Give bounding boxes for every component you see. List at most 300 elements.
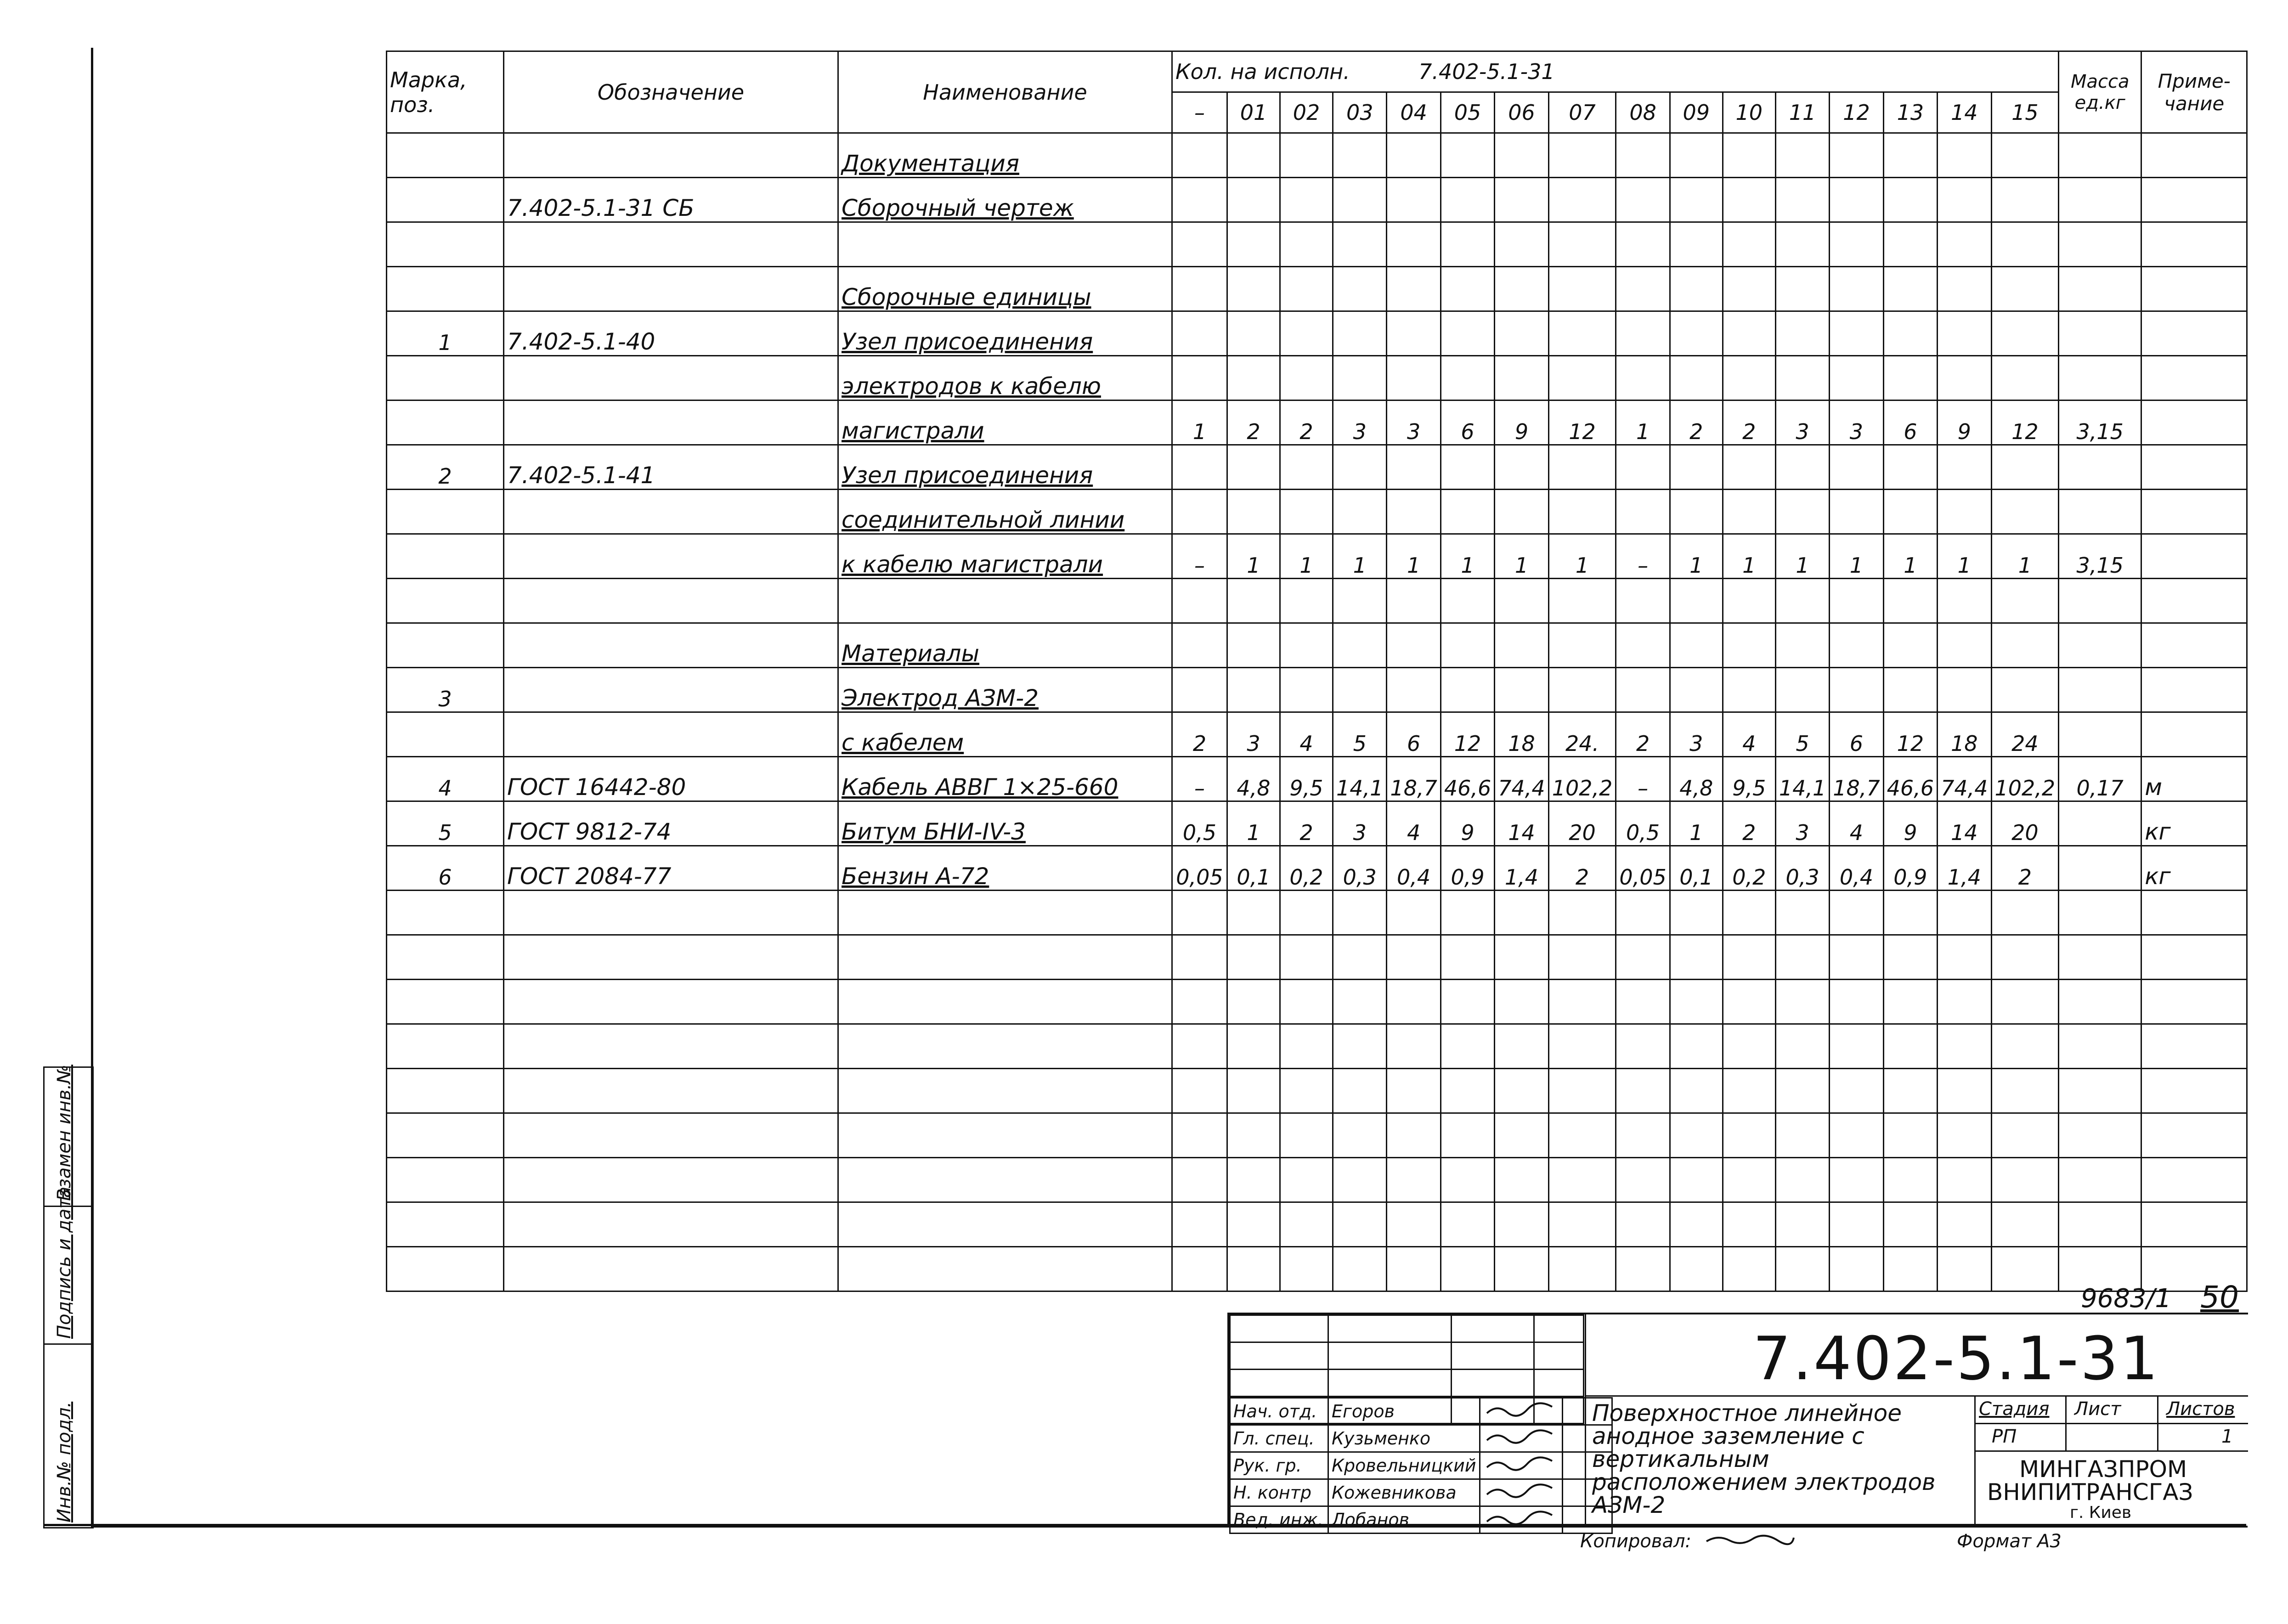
row-mass (2059, 356, 2141, 400)
row-qty (1991, 445, 2059, 490)
table-row (387, 579, 2247, 623)
row-qty: 0,4 (1830, 846, 1883, 891)
row-qty: – (1616, 534, 1670, 579)
row-qty (1441, 623, 1494, 668)
row-qty (1775, 178, 1829, 222)
row-mass (2059, 445, 2141, 490)
row-qty: 1,4 (1938, 846, 1991, 891)
row-code (504, 534, 838, 579)
row-qty: 2 (1227, 400, 1280, 445)
row-pos: 6 (387, 846, 504, 891)
row-qty: 3 (1387, 400, 1441, 445)
variant-header-10: 10 (1723, 92, 1775, 133)
row-qty (1616, 356, 1670, 400)
row-qty (1280, 178, 1333, 222)
row-mass: 3,15 (2059, 534, 2141, 579)
row-qty (1938, 668, 1991, 712)
row-note: кг (2141, 846, 2247, 891)
row-name: к кабелю магистрали (838, 534, 1172, 579)
row-pos (387, 534, 504, 579)
row-qty (1172, 490, 1227, 534)
row-qty (1387, 490, 1441, 534)
row-note (2141, 668, 2247, 712)
person-role: Рук. гр. (1230, 1452, 1328, 1479)
row-qty: 9 (1883, 801, 1937, 846)
row-note (2141, 712, 2247, 757)
row-qty: 102,2 (1991, 757, 2059, 801)
person-name: Кровельницкий (1328, 1452, 1480, 1479)
row-qty (1172, 623, 1227, 668)
row-qty (1616, 178, 1670, 222)
row-qty (1333, 267, 1387, 311)
row-qty (1883, 311, 1937, 356)
sheet-number: 9683/1 (2081, 1284, 2172, 1314)
row-qty: 0,1 (1227, 846, 1280, 891)
row-qty: 24. (1548, 712, 1616, 757)
row-qty (1775, 668, 1829, 712)
variant-header-15: 15 (1991, 92, 2059, 133)
row-qty (1441, 356, 1494, 400)
row-mass (2059, 490, 2141, 534)
header-kol-doc: 7.402-5.1-31 (1418, 59, 1555, 84)
row-qty (1172, 668, 1227, 712)
row-code: ГОСТ 2084-77 (504, 846, 838, 891)
row-qty (1830, 311, 1883, 356)
variant-header-3: 03 (1333, 92, 1387, 133)
row-qty (1830, 178, 1883, 222)
row-qty (1991, 222, 2059, 267)
variant-header-11: 11 (1775, 92, 1829, 133)
row-qty (1227, 311, 1280, 356)
row-qty (1333, 668, 1387, 712)
row-qty (1830, 445, 1883, 490)
row-note (2141, 267, 2247, 311)
row-qty (1938, 579, 1991, 623)
empty-row (387, 1069, 2247, 1113)
left-stamp (43, 1066, 94, 1528)
row-qty (1991, 490, 2059, 534)
org-line1: МИНГАЗПРОМ (2019, 1456, 2187, 1483)
row-qty: 0,05 (1616, 846, 1670, 891)
row-qty: 1 (1775, 534, 1829, 579)
table-row (387, 133, 2247, 178)
table-row (387, 400, 2247, 445)
row-name: Бензин А-72 (838, 846, 1172, 891)
row-qty (1280, 579, 1333, 623)
row-note (2141, 490, 2247, 534)
people-row (1230, 1425, 1612, 1452)
row-qty: 0,2 (1723, 846, 1775, 891)
row-qty: – (1172, 534, 1227, 579)
row-qty (1387, 579, 1441, 623)
listov-label: Листов (2166, 1398, 2235, 1420)
row-name: Битум БНИ-IV-3 (838, 801, 1172, 846)
row-code (504, 222, 838, 267)
person-name: Кузьменко (1328, 1425, 1480, 1452)
empty-row (387, 980, 2247, 1024)
header-oboznachenie: Обозначение (504, 51, 838, 133)
row-qty: 9,5 (1723, 757, 1775, 801)
empty-row (387, 935, 2247, 980)
row-qty: 1 (1830, 534, 1883, 579)
row-qty (1991, 178, 2059, 222)
row-pos (387, 222, 504, 267)
row-qty: 1 (1991, 534, 2059, 579)
empty-row (387, 1202, 2247, 1247)
row-qty (1883, 623, 1937, 668)
row-qty: 4 (1387, 801, 1441, 846)
row-qty (1830, 490, 1883, 534)
row-qty: 74,4 (1938, 757, 1991, 801)
row-qty: 2 (1172, 712, 1227, 757)
row-qty (1670, 490, 1723, 534)
row-code (504, 400, 838, 445)
row-qty (1172, 311, 1227, 356)
row-qty: 3 (1830, 400, 1883, 445)
row-qty (1670, 668, 1723, 712)
row-qty (1670, 222, 1723, 267)
variant-header-5: 05 (1441, 92, 1494, 133)
row-name: Электрод АЗМ-2 (838, 668, 1172, 712)
row-qty: 20 (1991, 801, 2059, 846)
row-qty: 2 (1616, 712, 1670, 757)
row-qty (1548, 356, 1616, 400)
row-qty: 18,7 (1830, 757, 1883, 801)
row-qty (1830, 579, 1883, 623)
row-pos: 4 (387, 757, 504, 801)
row-qty (1333, 579, 1387, 623)
row-qty (1775, 311, 1829, 356)
header-massa: Масса ед.кг (2059, 51, 2141, 133)
row-mass (2059, 222, 2141, 267)
row-pos: 3 (387, 668, 504, 712)
row-qty (1548, 222, 1616, 267)
people-row (1230, 1506, 1612, 1534)
row-qty: 2 (1280, 400, 1333, 445)
row-qty: 6 (1441, 400, 1494, 445)
row-qty (1830, 133, 1883, 178)
row-qty (1548, 178, 1616, 222)
row-note (2141, 579, 2247, 623)
row-qty (1723, 445, 1775, 490)
row-qty (1723, 267, 1775, 311)
row-qty: 1 (1172, 400, 1227, 445)
person-role: Нач. отд. (1230, 1398, 1328, 1425)
variant-header-14: 14 (1938, 92, 1991, 133)
row-name: электродов к кабелю (838, 356, 1172, 400)
row-qty (1227, 267, 1280, 311)
row-qty (1441, 579, 1494, 623)
row-qty: 102,2 (1548, 757, 1616, 801)
row-qty (1616, 668, 1670, 712)
row-qty (1670, 579, 1723, 623)
person-role: Н. контр (1230, 1479, 1328, 1506)
row-pos (387, 133, 504, 178)
row-qty: 20 (1548, 801, 1616, 846)
row-qty: 3 (1333, 400, 1387, 445)
row-qty: 1 (1227, 801, 1280, 846)
row-qty: 9 (1441, 801, 1494, 846)
stadia-label: Стадия (1979, 1398, 2050, 1420)
row-qty (1616, 490, 1670, 534)
row-mass (2059, 579, 2141, 623)
table-row (387, 757, 2247, 801)
row-qty (1333, 311, 1387, 356)
row-name (838, 579, 1172, 623)
row-qty (1441, 311, 1494, 356)
row-qty: 0,1 (1670, 846, 1723, 891)
row-qty (1723, 668, 1775, 712)
empty-row (387, 1113, 2247, 1158)
row-qty: 0,3 (1775, 846, 1829, 891)
row-qty (1775, 267, 1829, 311)
row-qty (1723, 311, 1775, 356)
row-qty (1830, 623, 1883, 668)
row-qty (1441, 133, 1494, 178)
row-qty (1883, 133, 1937, 178)
row-qty (1280, 668, 1333, 712)
row-qty: 12 (1548, 400, 1616, 445)
row-mass (2059, 846, 2141, 891)
row-qty (1495, 445, 1548, 490)
row-qty (1495, 356, 1548, 400)
row-qty (1938, 311, 1991, 356)
signature (1480, 1425, 1562, 1452)
row-qty (1830, 267, 1883, 311)
row-qty (1775, 490, 1829, 534)
row-qty (1227, 178, 1280, 222)
row-qty (1280, 267, 1333, 311)
row-qty (1227, 623, 1280, 668)
row-mass (2059, 178, 2141, 222)
row-qty: 1 (1548, 534, 1616, 579)
row-qty: 1 (1387, 534, 1441, 579)
people-row (1230, 1452, 1612, 1479)
row-qty (1670, 356, 1723, 400)
table-row (387, 356, 2247, 400)
row-pos: 2 (387, 445, 504, 490)
header-naimenovanie: Наименование (838, 51, 1172, 133)
row-qty: 1 (1938, 534, 1991, 579)
table-row (387, 668, 2247, 712)
row-qty (1670, 623, 1723, 668)
row-mass (2059, 801, 2141, 846)
row-qty: 18 (1938, 712, 1991, 757)
table-row (387, 801, 2247, 846)
header-kol (1172, 51, 2059, 92)
row-qty (1495, 623, 1548, 668)
row-qty: 14 (1495, 801, 1548, 846)
row-qty (1280, 133, 1333, 178)
people-table (1229, 1397, 1613, 1534)
row-qty (1495, 267, 1548, 311)
row-qty (1387, 311, 1441, 356)
row-pos (387, 267, 504, 311)
row-note (2141, 400, 2247, 445)
row-qty (1670, 267, 1723, 311)
row-note (2141, 534, 2247, 579)
row-qty (1387, 623, 1441, 668)
row-qty (1172, 267, 1227, 311)
signature (1480, 1452, 1562, 1479)
row-qty (1495, 222, 1548, 267)
row-name: с кабелем (838, 712, 1172, 757)
row-qty (1616, 133, 1670, 178)
row-mass: 0,17 (2059, 757, 2141, 801)
row-qty (1548, 133, 1616, 178)
row-name: Узел присоединения (838, 445, 1172, 490)
row-note (2141, 133, 2247, 178)
row-pos (387, 490, 504, 534)
row-qty: 46,6 (1883, 757, 1937, 801)
row-qty: 2 (1548, 846, 1616, 891)
header-marka: Марка, поз. (387, 51, 504, 133)
row-qty (1333, 133, 1387, 178)
table-row (387, 311, 2247, 356)
row-qty (1938, 267, 1991, 311)
row-qty (1670, 445, 1723, 490)
row-code: ГОСТ 9812-74 (504, 801, 838, 846)
row-qty (1830, 222, 1883, 267)
row-code (504, 490, 838, 534)
row-qty (1441, 267, 1494, 311)
row-qty: 4,8 (1670, 757, 1723, 801)
row-qty: 0,5 (1172, 801, 1227, 846)
row-qty (1723, 579, 1775, 623)
row-name (838, 222, 1172, 267)
row-qty: 1 (1333, 534, 1387, 579)
row-qty (1723, 356, 1775, 400)
row-qty: 1 (1616, 400, 1670, 445)
variant-header-2: 02 (1280, 92, 1333, 133)
row-qty (1883, 445, 1937, 490)
row-qty (1723, 222, 1775, 267)
row-qty (1280, 356, 1333, 400)
row-qty: 1 (1280, 534, 1333, 579)
row-qty: 0,9 (1883, 846, 1937, 891)
person-name: Лобанов (1328, 1506, 1480, 1534)
row-qty (1333, 356, 1387, 400)
row-qty (1616, 445, 1670, 490)
row-code (504, 133, 838, 178)
row-code: 7.402-5.1-31 СБ (504, 178, 838, 222)
row-name: Сборочные единицы (838, 267, 1172, 311)
kopiroval-label: Копировал: (1580, 1531, 1692, 1552)
table-row (387, 445, 2247, 490)
org-city: г. Киев (2070, 1503, 2132, 1522)
row-note (2141, 178, 2247, 222)
row-mass: 3,15 (2059, 400, 2141, 445)
row-qty (1333, 178, 1387, 222)
row-qty (1991, 623, 2059, 668)
row-qty (1172, 579, 1227, 623)
signature (1480, 1479, 1562, 1506)
row-qty (1387, 356, 1441, 400)
row-qty: 2 (1280, 801, 1333, 846)
row-qty (1495, 133, 1548, 178)
row-qty: 0,3 (1333, 846, 1387, 891)
person-name: Егоров (1328, 1398, 1480, 1425)
signature (1480, 1398, 1562, 1425)
row-qty (1548, 445, 1616, 490)
row-qty (1280, 445, 1333, 490)
row-qty (1775, 579, 1829, 623)
row-qty (1227, 579, 1280, 623)
row-qty (1387, 178, 1441, 222)
row-qty (1616, 623, 1670, 668)
row-qty (1883, 579, 1937, 623)
row-name: Документация (838, 133, 1172, 178)
empty-row (387, 1158, 2247, 1202)
row-code: 7.402-5.1-40 (504, 311, 838, 356)
variant-header-1: 01 (1227, 92, 1280, 133)
row-qty (1670, 133, 1723, 178)
empty-row (387, 1024, 2247, 1069)
row-qty (1387, 445, 1441, 490)
row-qty: 1 (1441, 534, 1494, 579)
row-qty: 2 (1723, 801, 1775, 846)
specification-table (386, 51, 2248, 1292)
row-name: соединительной линии (838, 490, 1172, 534)
row-qty (1938, 356, 1991, 400)
empty-row (387, 1247, 2247, 1291)
row-qty: 0,5 (1616, 801, 1670, 846)
row-qty (1883, 490, 1937, 534)
row-code (504, 668, 838, 712)
row-qty: 1 (1227, 534, 1280, 579)
row-qty (1938, 222, 1991, 267)
table-row (387, 222, 2247, 267)
row-pos (387, 356, 504, 400)
row-name: магистрали (838, 400, 1172, 445)
row-qty (1441, 178, 1494, 222)
row-qty (1441, 668, 1494, 712)
header-primechanie: Приме- чание (2141, 51, 2247, 133)
row-qty: 1 (1670, 801, 1723, 846)
variant-header-4: 04 (1387, 92, 1441, 133)
row-code: 7.402-5.1-41 (504, 445, 838, 490)
row-qty (1991, 668, 2059, 712)
variant-header-8: 08 (1616, 92, 1670, 133)
row-code (504, 712, 838, 757)
row-qty (1548, 267, 1616, 311)
row-qty (1938, 178, 1991, 222)
stadia-value: РП (1992, 1426, 2017, 1447)
table-row (387, 623, 2247, 668)
row-qty (1991, 311, 2059, 356)
table-row (387, 712, 2247, 757)
row-qty: 0,2 (1280, 846, 1333, 891)
row-qty: 6 (1883, 400, 1937, 445)
people-row (1230, 1479, 1612, 1506)
row-qty (1616, 579, 1670, 623)
row-qty (1441, 445, 1494, 490)
row-qty (1548, 668, 1616, 712)
row-qty (1227, 490, 1280, 534)
row-qty: 5 (1775, 712, 1829, 757)
row-mass (2059, 267, 2141, 311)
row-qty (1387, 668, 1441, 712)
table-row (387, 267, 2247, 311)
row-note: м (2141, 757, 2247, 801)
row-pos: 5 (387, 801, 504, 846)
row-qty: 1,4 (1495, 846, 1548, 891)
row-qty (1938, 445, 1991, 490)
inv-podl-label: Инв.№ подл. (54, 1401, 75, 1522)
row-qty (1495, 311, 1548, 356)
row-qty (1883, 356, 1937, 400)
page-number: 50 (2200, 1280, 2239, 1315)
